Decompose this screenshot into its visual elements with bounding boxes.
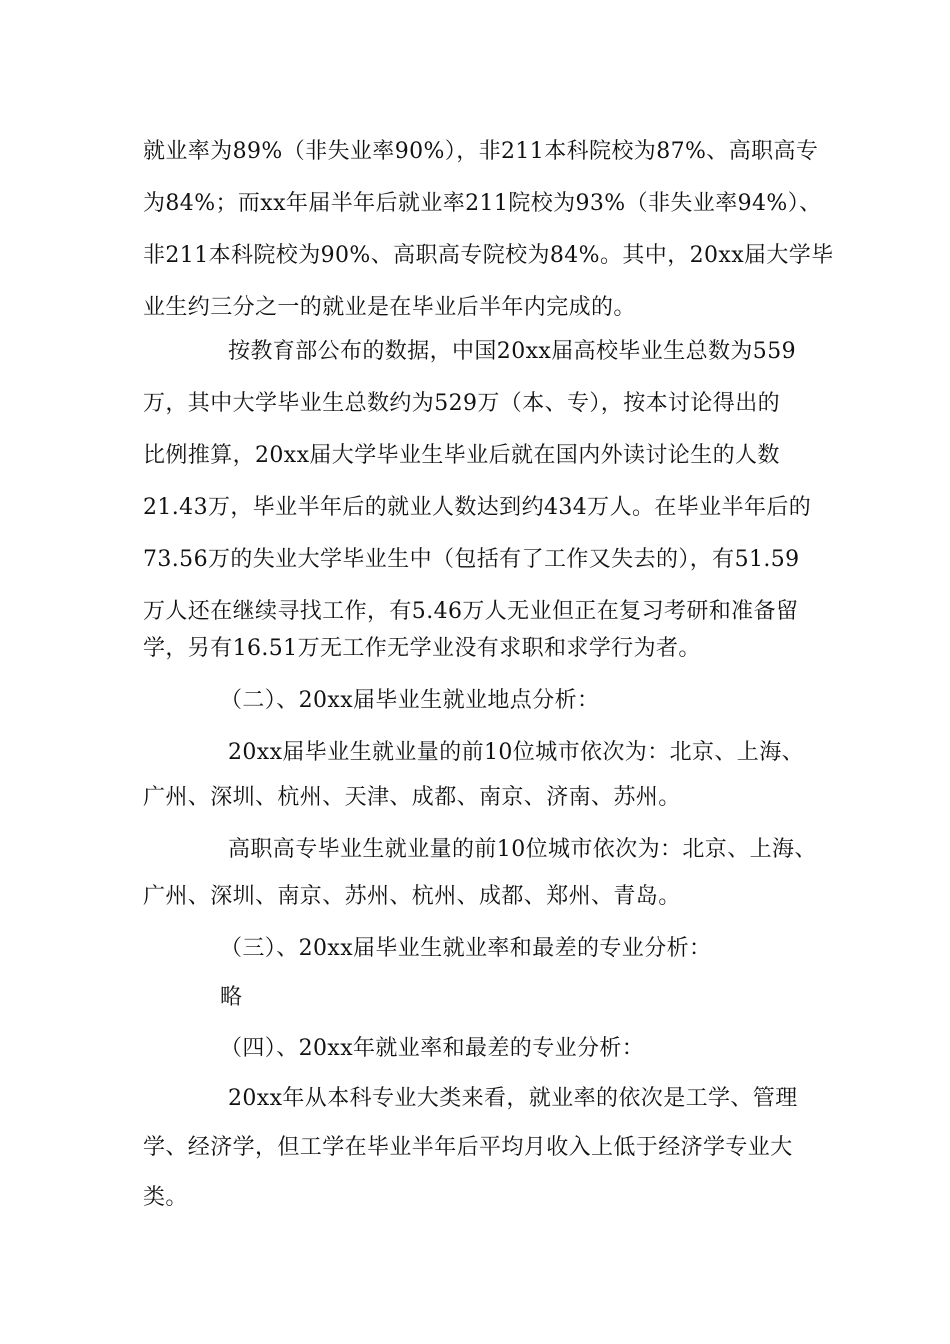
paragraph-text: 略 (220, 985, 243, 1010)
paragraph-start: 高职高专毕业生就业量的前10位城市依次为：北京、上海、 (228, 837, 817, 862)
paragraph-start: 20xx届毕业生就业量的前10位城市依次为：北京、上海、 (228, 740, 805, 765)
section-heading: （四）、20xx年就业率和最差的专业分析： (220, 1036, 645, 1061)
text-line: 就业率为89%（非失业率90%），非211本科院校为87%、高职高专 (143, 139, 819, 164)
text-line: 广州、深圳、杭州、天津、成都、南京、济南、苏州。 (143, 785, 681, 810)
text-line: 21.43万，毕业半年后的就业人数达到约434万人。在毕业半年后的 (143, 495, 812, 520)
text-line: 为84%；而xx年届半年后就业率211院校为93%（非失业率94%）、 (143, 191, 822, 216)
text-line: 业生约三分之一的就业是在毕业后半年内完成的。 (143, 295, 636, 320)
text-line: 类。 (143, 1185, 188, 1210)
text-line: 学，另有16.51万无工作无学业没有求职和求学行为者。 (143, 636, 701, 661)
section-heading: （二）、20xx届毕业生就业地点分析： (220, 688, 600, 713)
paragraph-start: 按教育部公布的数据，中国20xx届高校毕业生总数为559 (228, 339, 797, 364)
text-line: 万，其中大学毕业生总数约为529万（本、专），按本讨论得出的 (143, 391, 780, 416)
text-line: 学、经济学，但工学在毕业半年后平均月收入上低于经济学专业大 (143, 1135, 793, 1160)
text-line: 万人还在继续寻找工作，有5.46万人无业但正在复习考研和准备留 (143, 599, 799, 624)
section-heading: （三）、20xx届毕业生就业率和最差的专业分析： (220, 936, 712, 961)
text-line: 非211本科院校为90%、高职高专院校为84%。其中，20xx届大学毕 (143, 243, 834, 268)
paragraph-start: 20xx年从本科专业大类来看，就业率的依次是工学、管理 (228, 1086, 798, 1111)
text-line: 73.56万的失业大学毕业生中（包括有了工作又失去的），有51.59 (143, 547, 800, 572)
text-line: 广州、深圳、南京、苏州、杭州、成都、郑州、青岛。 (143, 884, 681, 909)
text-line: 比例推算，20xx届大学毕业生毕业后就在国内外读讨论生的人数 (143, 443, 780, 468)
